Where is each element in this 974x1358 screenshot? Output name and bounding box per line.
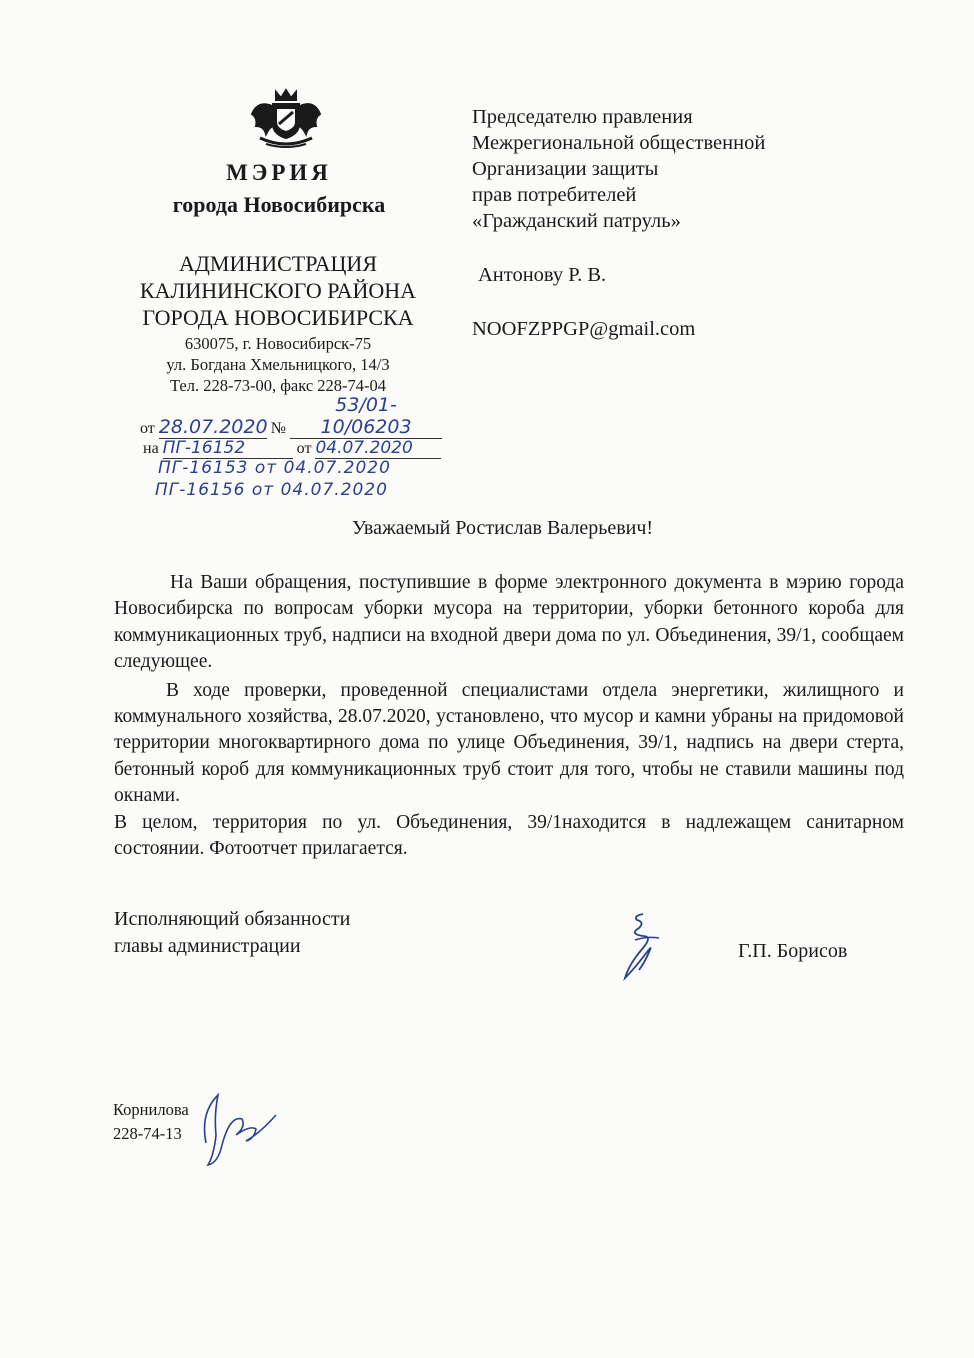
admin-line: ГОРОДА НОВОСИБИРСКА xyxy=(142,305,414,330)
address-block xyxy=(118,333,438,396)
incoming-date: 04.07.2020 xyxy=(283,458,391,478)
addressee-name: Антонову Р. В. xyxy=(478,264,607,286)
signatory-name: Г.П. Борисов xyxy=(738,940,848,962)
incoming-date: 04.07.2020 xyxy=(315,438,441,459)
addressee-block xyxy=(472,104,852,234)
addressee-line: Межрегиональной общественной xyxy=(472,132,766,154)
from-prefix: от xyxy=(251,480,275,500)
from-prefix: от xyxy=(254,458,278,478)
handwritten-signature xyxy=(615,910,675,982)
outgoing-reference xyxy=(140,394,442,439)
administration-name xyxy=(118,250,438,331)
incoming-reference-handwritten xyxy=(158,458,391,478)
incoming-reference xyxy=(143,438,441,459)
incoming-number: ПГ-16152 xyxy=(163,438,293,459)
executor-name: Корнилова xyxy=(113,1100,189,1119)
coat-of-arms-icon xyxy=(246,86,326,150)
admin-line: АДМИНИСТРАЦИЯ xyxy=(179,251,377,276)
incoming-reference-handwritten xyxy=(155,480,388,500)
body-paragraph: В целом, территория по ул. Объединения, 39/1находится в надлежащем санитарном состоянии. Фотоотчет прилагается. xyxy=(114,811,904,860)
executor-signature xyxy=(192,1083,287,1168)
city-name: города Новосибирска xyxy=(172,192,386,217)
body-paragraph: В ходе проверки, проведенной специалистами отдела энергетики, жилищного и коммунального хозяйства, 28.07.2020, установлено, что мусор и камни убраны на придомовой территории многоквартирного дома по улице Объединения, 39/1, надпись на двери стерта, бетонный короб для коммуникационных труб стоит для того, чтобы не ставили машины под окнами. xyxy=(114,679,904,807)
phone-fax: Тел. 228-73-00, факс 228-74-04 xyxy=(169,376,387,395)
addressee-line: прав потребителей xyxy=(472,184,637,206)
on-prefix: на xyxy=(143,440,159,457)
executor-phone: 228-74-13 xyxy=(113,1124,182,1143)
addressee-line: Организации защиты xyxy=(472,158,659,180)
from-prefix: от xyxy=(296,440,312,457)
number-prefix: № xyxy=(270,420,287,437)
addressee-email: NOOFZPPGP@gmail.com xyxy=(472,318,696,340)
street-address: ул. Богдана Хмельницкого, 14/3 xyxy=(166,355,390,374)
date-prefix: от xyxy=(140,420,155,437)
letter-body xyxy=(114,570,904,862)
addressee-line: «Гражданский патруль» xyxy=(472,210,681,232)
incoming-number: ПГ-16156 xyxy=(155,480,246,500)
addressee-line: Председателю правления xyxy=(472,106,693,128)
executor-info xyxy=(113,1098,189,1146)
signatory-role xyxy=(114,906,350,960)
incoming-number: ПГ-16153 xyxy=(158,458,249,478)
role-line: Исполняющий обязанности xyxy=(114,908,351,930)
mayor-office-title: МЭРИЯ xyxy=(226,160,332,185)
incoming-date: 04.07.2020 xyxy=(280,480,388,500)
postal-address: 630075, г. Новосибирск-75 xyxy=(184,334,372,353)
outgoing-date: 28.07.2020 xyxy=(158,416,268,438)
role-line: главы администрации xyxy=(114,935,301,957)
greeting: Уважаемый Ростислав Валерьевич! xyxy=(352,517,654,539)
body-paragraph: На Ваши обращения, поступившие в форме электронного документа в мэрию города Новосибирска по вопросам уборки мусора на территории, уборки бетонного короба для коммуникационных труб, надписи на входной двери дома по ул. Объединения, 39/1, сообщаем следующее. xyxy=(114,572,904,673)
admin-line: КАЛИНИНСКОГО РАЙОНА xyxy=(139,278,417,303)
outgoing-number: 53/01-10/06203 xyxy=(290,394,442,439)
